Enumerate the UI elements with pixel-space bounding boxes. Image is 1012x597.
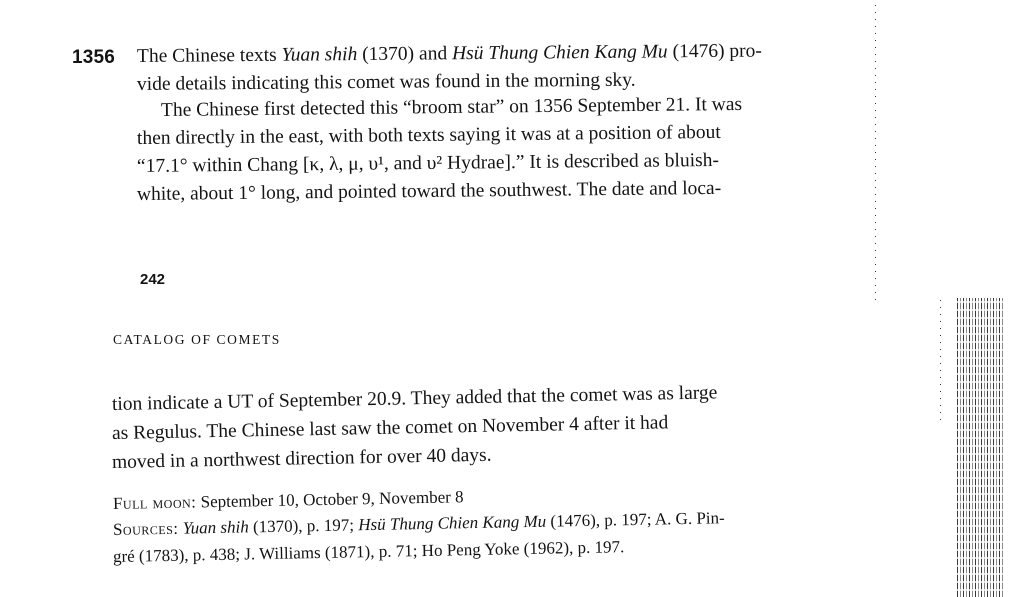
text-run: (1476), p. 197; A. G. Pin- — [546, 508, 725, 531]
text-run: (1370) and — [357, 43, 453, 66]
scan-edge-artifact — [955, 298, 1003, 597]
paragraph-2-line-3: “17.1° within Chang [κ, λ, μ, υ¹, and υ² Hydrae].” It is described as bluish- — [136, 149, 719, 177]
paragraph-2-line-2: then directly in the east, with both texts saying it was at a position of about — [136, 121, 721, 149]
title-yuan-shih: Yuan shih — [281, 44, 358, 66]
title-hsu-thung: Hsü Thung Chien Kang Mu — [451, 41, 668, 65]
sources-label: Sources: — [112, 518, 179, 539]
continuation-line-3: moved in a northwest direction for over 40 days. — [111, 444, 492, 473]
full-moon-dates: September 10, October 9, November 8 — [196, 487, 464, 512]
paragraph-1-line-2: vide details indicating this comet was found in the morning sky. — [136, 69, 636, 95]
full-moon-label: Full moon: — [112, 492, 197, 513]
paragraph-2-line-1: The Chinese first detected this “broom star” on 1356 September 21. It was — [160, 93, 743, 121]
page-number: 242 — [140, 271, 166, 288]
full-moon-line — [113, 488, 464, 512]
paragraph-2-line-4: white, about 1° long, and pointed toward the southwest. The date and loca- — [136, 177, 722, 205]
text-run: (1370), p. 197; — [248, 515, 359, 537]
running-head: CATALOG OF COMETS — [113, 332, 281, 347]
text-run: The Chinese texts — [136, 44, 282, 67]
title-yuan-shih: Yuan shih — [182, 517, 249, 538]
paragraph-1-line-1 — [137, 42, 762, 67]
scan-artifact-dots — [940, 300, 941, 420]
scan-artifact-dots — [875, 0, 876, 300]
sources-line-2: gré (1783), p. 438; J. Williams (1871), p. 71; Ho Peng Yoke (1962), p. 197. — [112, 537, 625, 566]
sources-line-1 — [113, 509, 725, 538]
continuation-line-2: as Regulus. The Chinese last saw the comet on November 4 after it had — [111, 412, 669, 444]
text-run: (1476) pro- — [667, 40, 762, 63]
title-hsu-thung: Hsü Thung Chien Kang Mu — [358, 511, 547, 535]
entry-year: 1356 — [72, 47, 116, 68]
continuation-line-1: tion indicate a UT of September 20.9. They added that the comet was as large — [111, 382, 718, 415]
